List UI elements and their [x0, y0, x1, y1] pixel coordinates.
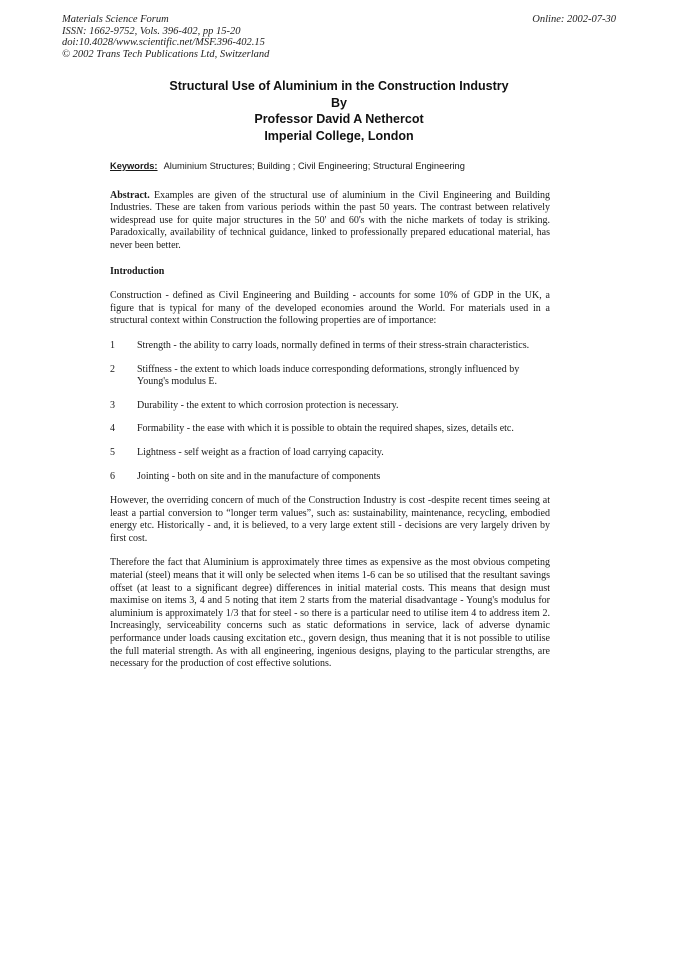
author-name: Professor David A Nethercot [254, 112, 424, 126]
title-by: By [331, 95, 347, 110]
title-block [0, 78, 678, 144]
list-item-number: 4 [110, 423, 115, 435]
abstract-label: Abstract. [110, 189, 150, 201]
list-item-text: Durability - the extent to which corrosion protection is necessary. [137, 399, 399, 411]
list-item [110, 447, 550, 460]
online-date: Online: 2002-07-30 [532, 14, 616, 25]
list-item [110, 471, 550, 484]
abstract-text: Examples are given of the structural use of aluminium in the Civil Engineering and Building Industries. These are taken from various periods within the past 50 years. The contrast between relatively widespread use for quite major structures in the 50' and 60's with the niche markets of today is striking. Paradoxically, availability of technical guidance, linked to professionally prepared educational material, has never been better. [110, 189, 550, 251]
paper-body [110, 160, 550, 683]
abstract [110, 190, 550, 253]
list-item-number: 1 [110, 339, 115, 351]
list-item [110, 423, 550, 436]
property-list [110, 340, 550, 483]
intro-paragraph-2: However, the overriding concern of much of the Construction Industry is cost -despite recent times seeing at least a partial conversion to “longer term values”, such as: sustainability, maintenance, recycling, embodied energy etc. Historically - and, it is believed, to a very large extent still - decisions are very largely driven by first cost. [110, 495, 550, 544]
list-item [110, 340, 550, 353]
journal-name: Materials Science Forum [62, 14, 169, 25]
list-item-text: Lightness - self weight as a fraction of load carrying capacity. [137, 446, 384, 458]
list-item [110, 364, 550, 389]
list-item-number: 6 [110, 470, 115, 482]
journal-header [62, 14, 269, 60]
author-affiliation: Imperial College, London [264, 128, 414, 143]
doi-link[interactable]: doi:10.4028/www.scientific.net/MSF.396-402.15 [62, 37, 265, 48]
list-item-text: Formability - the ease with which it is possible to obtain the required shapes, sizes, details etc. [137, 423, 514, 435]
copyright-line: © 2002 Trans Tech Publications Ltd, Switzerland [62, 48, 270, 60]
list-item-number: 2 [110, 363, 115, 375]
list-item-text: Jointing - both on site and in the manufacture of components [137, 470, 381, 482]
keywords-label: Keywords: [110, 161, 158, 171]
paper-title: Structural Use of Aluminium in the Construction Industry [169, 79, 509, 93]
intro-paragraph-3: Therefore the fact that Aluminium is approximately three times as expensive as the most obvious competing material (steel) means that it will only be selected when items 1-6 can be so utilised that the resultant savings offset (at least to a significant degree) differences in initial material costs. This means that design must maximise on items 3, 4 and 5 noting that item 2 starts from the material disadvantage - Young's modulus for aluminium is approximately 1/3 that for steel - so there is a particular need to utilise item 4 to address item 2. Increasingly, serviceability concerns such as static deformations in service, lack of adverse dynamic performance under loads causing excitation etc., govern design, thus meaning that it is not possible to utilise the full material strength. As with all engineering, ingenious designs, playing to the particular strengths, are necessary for the production of cost effective solutions. [110, 557, 550, 670]
introduction-heading: Introduction [110, 265, 165, 277]
list-item-number: 5 [110, 446, 115, 458]
keywords [110, 160, 550, 173]
keywords-text: Aluminium Structures; Building ; Civil Engineering; Structural Engineering [163, 161, 465, 171]
list-item-number: 3 [110, 399, 115, 411]
issn-line: ISSN: 1662-9752, Vols. 396-402, pp 15-20 [62, 25, 241, 37]
list-item-text: Stiffness - the extent to which loads induce corresponding deformations, strongly influenced by Young's modulus E. [137, 363, 520, 388]
list-item [110, 400, 550, 413]
intro-paragraph-1: Construction - defined as Civil Engineering and Building - accounts for some 10% of GDP in the UK, a figure that is typical for many of the developed economies around the World. For materials used in a structural context within Construction the following properties are of importance: [110, 290, 550, 327]
list-item-text: Strength - the ability to carry loads, normally defined in terms of their stress-strain characteristics. [137, 339, 530, 351]
